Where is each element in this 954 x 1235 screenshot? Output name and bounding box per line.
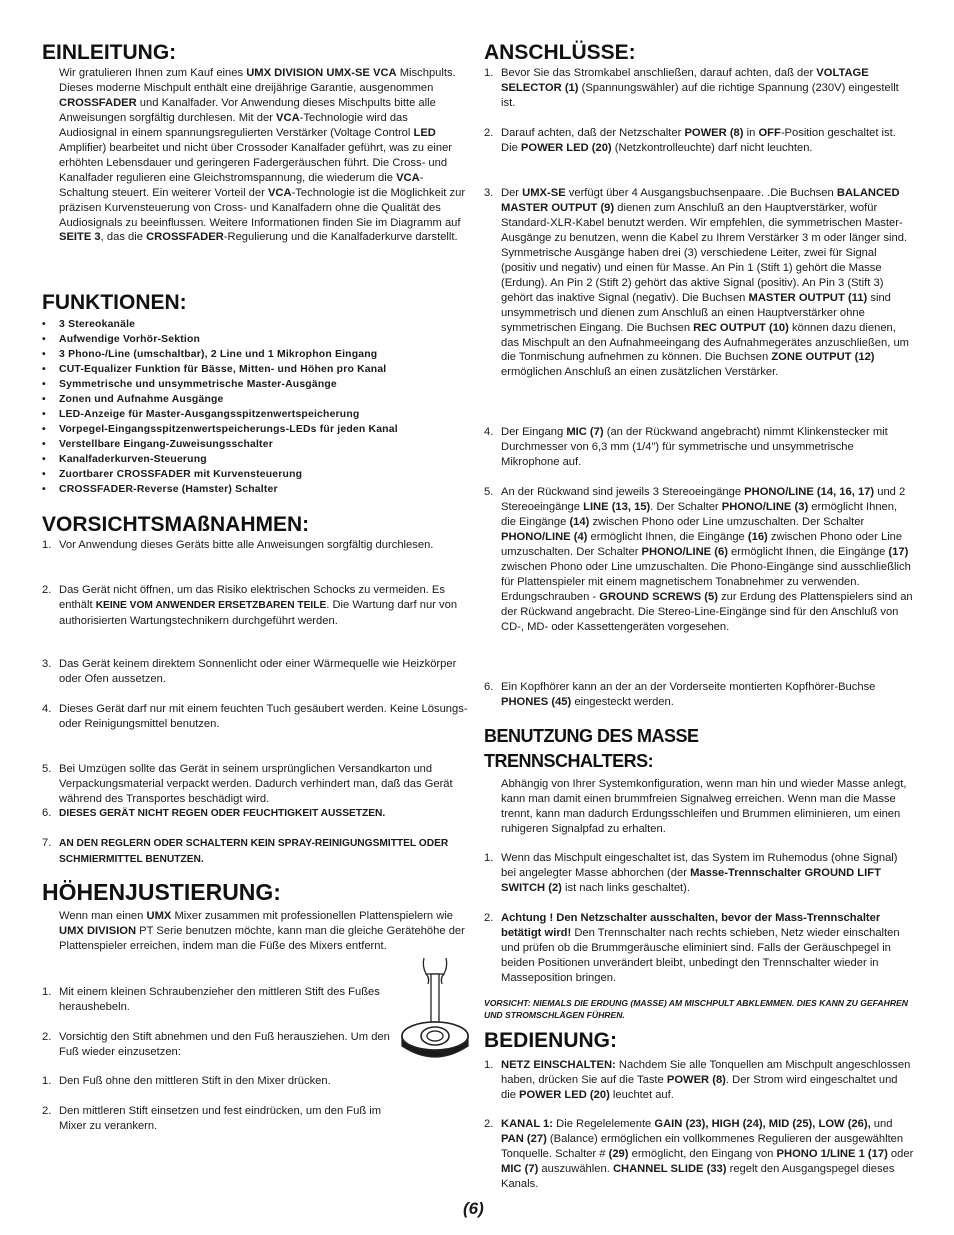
funktionen-item: • Aufwendige Vorhör-Sektion: [42, 332, 468, 347]
benutzung-item: [484, 851, 914, 896]
vorsicht-item: [42, 657, 468, 687]
anschluesse-item-text: An der Rückwand sind jeweils 3 Stereoeingänge PHONO/LINE (14, 16, 17) und 2 Stereoeingänge LINE (13, 15). Der Schalter PHONO/LINE (3) ermöglicht Ihnen, die Eingänge (14) zwischen Phono oder Line umzuschalten. Der Schalter PHONO/LINE (4) ermöglicht Ihnen, die Eingänge (16) zwischen Phono oder Line umzuschalten. Der Schalter PHONO/LINE (6) ermöglicht Ihnen, die Eingänge (17) zwischen Phono oder Line umzuschalten. Die Phono-Eingänge sind ausschließlich für Plattenspieler mit einem magnetischem Tonabnehmer zu verwenden. Erdungschrauben - GROUND SCREWS (5) zur Erdung des Plattenspielers sind an der Rückwand angebracht. Die Stereo-Line-Eingänge sind für den Anschluß von CD-, MD- oder Kassettengeräten vorgesehen.: [501, 486, 913, 633]
anschluesse-item: [484, 66, 914, 111]
funktionen-item: • Verstellbare Eingang-Zuweisungsschalter: [42, 437, 468, 452]
anschluesse-item-number: 1.: [484, 67, 494, 79]
hoehe-heading: HÖHENJUSTIERUNG:: [42, 879, 281, 905]
funktionen-item: • Zuortbarer CROSSFADER mit Kurvensteuerung: [42, 467, 468, 482]
benutzung-heading-line2: TRENNSCHALTERS:: [484, 751, 654, 771]
funktionen-item: • 3 Stereokanäle: [42, 317, 468, 332]
hoehe-item-number: 1.: [42, 986, 52, 998]
anschluesse-item-number: 3.: [484, 187, 494, 199]
vorsicht-item: [42, 806, 468, 822]
vorsicht-item: [42, 583, 468, 629]
hoehe-item: [42, 1030, 392, 1060]
bedienung-item: [484, 1117, 914, 1192]
vorsicht-item-text: Das Gerät keinem direktem Sonnenlicht oder einer Wärmequelle wie Heizkörper oder Ofen aussetzen.: [59, 658, 457, 685]
bedienung-item-text: KANAL 1: Die Regelelemente GAIN (23), HIGH (24), MID (25), LOW (26), und PAN (27) (Balance) ermöglichen ein vollkommenes Regulieren der ausgewählten Tonquelle. Schalter # (29) ermöglicht, den Eingang von PHONO 1/LINE 1 (17) oder MIC (7) auszuwählen. CHANNEL SLIDE (33) regelt den Ausgangspegel dieses Kanals.: [501, 1118, 914, 1190]
vorsicht-item: [42, 702, 468, 732]
funktionen-list: [42, 317, 468, 497]
hoehe-item: [42, 1104, 387, 1134]
funktionen-item: • Zonen und Aufnahme Ausgänge: [42, 392, 468, 407]
funktionen-item: • LED-Anzeige für Master-Ausgangsspitzenwertspeicherung: [42, 407, 468, 422]
vorsicht-item-text: DIESES GERÄT NICHT REGEN ODER FEUCHTIGKEIT AUSSETZEN.: [59, 808, 386, 819]
anschluesse-item-number: 6.: [484, 681, 494, 693]
anschluesse-item-text: Darauf achten, daß der Netzschalter POWER (8) in OFF-Position geschaltet ist. Die POWER LED (20) (Netzkontrolleuchte) darf nicht leuchten.: [501, 127, 896, 154]
bedienung-item-text: NETZ EINSCHALTEN: Nachdem Sie alle Tonquellen am Mischpult angeschlossen haben, drücken Sie auf die Taste POWER (8). Der Strom wird eingeschaltet und die POWER LED (20) leuchtet auf.: [501, 1059, 911, 1101]
benutzung-item-text: Achtung ! Den Netzschalter ausschalten, bevor der Mass-Trennschalter betätigt wird! Den Trennschalter nach rechts schieben, Netz wieder einschalten und prüfen ob die Brummgeräusche eliminiert sind. Falls der Geräuschpegel in beiden Positionen unverändert bleibt, unbedingt den Trennschalter wieder in Masseposition bringen.: [501, 912, 900, 984]
hoehe-intro: Wenn man einen UMX Mixer zusammen mit professionellen Plattenspielern wie UMX DIVISION PT Serie benutzen möchte, kann man die gleiche Gerätehöhe der Plattenspieler erreichen, indem man die Füße des Mixers entfernt.: [59, 910, 465, 952]
anschluesse-item: [484, 680, 914, 710]
anschluesse-item-number: 5.: [484, 486, 494, 498]
anschluesse-heading: ANSCHLÜSSE:: [484, 41, 636, 64]
screwdriver-foot-icon: [400, 956, 474, 1060]
benutzung-item-number: 2.: [484, 912, 494, 924]
anschluesse-item: [484, 425, 914, 470]
anschluesse-item: [484, 485, 914, 635]
vorsicht-item: [42, 762, 468, 807]
anschluesse-item-number: 2.: [484, 127, 494, 139]
vorsicht-item-text: Vor Anwendung dieses Geräts bitte alle Anweisungen sorgfältig durchlesen.: [59, 539, 434, 551]
vorsicht-item: [42, 836, 468, 868]
anschluesse-item-text: Bevor Sie das Stromkabel anschließen, darauf achten, daß der VOLTAGE SELECTOR (1) (Spannungswähler) auf die richtige Spannung (230V) eingestellt ist.: [501, 67, 899, 109]
funktionen-item: • Symmetrische und unsymmetrische Master-Ausgänge: [42, 377, 468, 392]
vorsicht-item-text: Das Gerät nicht öffnen, um das Risiko elektrischen Schocks zu vermeiden. Es enthält KEINE VOM ANWENDER ERSETZBAREN TEILE. Die Wartung darf nur von authorisierten Wartungstechnikern durchgeführt werden.: [59, 584, 458, 627]
hoehe-item-number: 2.: [42, 1031, 52, 1043]
anschluesse-item-text: Der UMX-SE verfügt über 4 Ausgangsbuchsenpaare. .Die Buchsen BALANCED MASTER OUTPUT (9) dienen zum Anschluß an den Hauptverstärker, wofür Standard-XLR-Kabel benutzt werden. Wir empfehlen, die symmetrischen Master-Ausgänge zu benutzen, wenn die Kabel zu Ihrem Verstärker 3 m oder länger sind. Symmetrische Ausgänge haben drei (3) verschiedene Leiter, zwei für Signal (positiv und negativ) und einen für Masse. An Pin 1 (Stift 1) gehört die Masse (Erdung). An Pin 2 (Stift 2) gehört das aktive Signal (positiv). An Pin 3 (Stift 3) gehört das inaktive Signal (negativ). Die Buchsen MASTER OUTPUT (11) sind unsymmetrisch und dienen zum Anschluß an einen Hauptverstärker ohne symmetrischen Eingang. Die Buchsen REC OUTPUT (10) können dazu dienen, das Mischpult an den Aufnahmeeingang des Aufnahmegerätes anzuschließen, um die Tonmischung aufnehmen zu können. Die Buchsen ZONE OUTPUT (12) ermöglichen Anschluß an einen zusätzlichen Verstärker.: [501, 187, 909, 379]
benutzung-intro: Abhängig von Ihrer Systemkonfiguration, wenn man hin und wieder Masse anlegt, kann man damit einen brummfreien Signalweg erreichen. Wenn man die Masse trennt, kann man dadurch Erdungsschleifen und Brummen eliminieren, um einen ruhigeren Signalpfad zu erhalten.: [501, 778, 907, 835]
vorsicht-item-number: 7.: [42, 837, 52, 849]
vorsicht-item-number: 2.: [42, 584, 52, 596]
hoehe-item-number: 1.: [42, 1075, 52, 1087]
funktionen-item: • 3 Phono-/Line (umschaltbar), 2 Line und 1 Mikrophon Eingang: [42, 347, 468, 362]
bedienung-item-number: 1.: [484, 1059, 494, 1071]
benutzung-item-number: 1.: [484, 852, 494, 864]
hoehe-item: [42, 1074, 392, 1089]
vorsicht-item-text: AN DEN REGLERN ODER SCHALTERN KEIN SPRAY-REINIGUNGSMITTEL ODER SCHMIERMITTEL BENUTZEN.: [59, 838, 449, 865]
funktionen-item: • Kanalfaderkurven-Steuerung: [42, 452, 468, 467]
anschluesse-item-text: Ein Kopfhörer kann an der an der Vorderseite montierten Kopfhörer-Buchse PHONES (45) eingesteckt werden.: [501, 681, 876, 708]
hoehe-item-text: Vorsichtig den Stift abnehmen und den Fuß herausziehen. Um den Fuß wieder einzusetzen:: [59, 1031, 390, 1058]
einleitung-text: Wir gratulieren Ihnen zum Kauf eines UMX DIVISION UMX-SE VCA Mischpults. Dieses moderne Mischpult enthält eine dreijährige Garantie, ausgenommen CROSSFADER und Kanalfader. Vor Anwendung dieses Mischpults bitte alle Anweisungen sorgfältig durchlesen. Mit der VCA-Technologie wird das Audiosignal in einem spannungsregulierten Verstärker (Voltage Control LED Amplifier) bearbeitet und nicht über Crossoder Kanalfader geführt, was zu einer erhöhten Lebensdauer und geringeren Fadergeräuschen führt. Die Cross- und Kanalfader regulieren eine Gleichstromspannung, die wiederum die VCA-Schaltung steuert. Ein weiterer Vorteil der VCA-Technologie ist die Möglichkeit zur präzisen Kurvensteuerung von Cross- und Kanalfadern ohne die Qualität des Audiosignals zu beeinflussen. Weitere Informationen finden Sie im Diagramm auf SEITE 3, das die CROSSFADER-Regulierung und die Kanalfaderkurve darstellt.: [59, 67, 466, 244]
bedienung-item: [484, 1058, 914, 1103]
hoehe-item-text: Mit einem kleinen Schraubenzieher den mittleren Stift des Fußes heraushebeln.: [59, 986, 380, 1013]
bedienung-item-number: 2.: [484, 1118, 494, 1130]
hoehe-item: [42, 985, 392, 1015]
vorsicht-item-number: 1.: [42, 539, 52, 551]
funktionen-heading: FUNKTIONEN:: [42, 291, 187, 314]
vorsicht-item: [42, 538, 468, 553]
vorsicht-item-number: 6.: [42, 807, 52, 819]
vorsicht-item-number: 3.: [42, 658, 52, 670]
anschluesse-item: [484, 126, 914, 156]
hoehe-item-text: Den mittleren Stift einsetzen und fest eindrücken, um den Fuß im Mixer zu verankern.: [59, 1105, 382, 1132]
funktionen-item: • CROSSFADER-Reverse (Hamster) Schalter: [42, 482, 468, 497]
vorsicht-item-number: 5.: [42, 763, 52, 775]
vorsicht-item-text: Bei Umzügen sollte das Gerät in seinem ursprünglichen Versandkarton und Verpackungsmaterial verpackt werden. Dadurch verhindert man, daß das Gerät während des Transportes beschädigt wird.: [59, 763, 453, 805]
vorsicht-item-number: 4.: [42, 703, 52, 715]
vorsicht-item-text: Dieses Gerät darf nur mit einem feuchten Tuch gesäubert werden. Keine Lösungs- oder Reinigungsmittel benutzen.: [59, 703, 468, 730]
anschluesse-item-text: Der Eingang MIC (7) (an der Rückwand angebracht) nimmt Klinkenstecker mit Durchmesser von 6,3 mm (1/4") für symmetrische und unsymmetrische Mikrophone auf.: [501, 426, 888, 468]
anschluesse-item-number: 4.: [484, 426, 494, 438]
funktionen-item: • Vorpegel-Eingangsspitzenwertspeicherungs-LEDs für jeden Kanal: [42, 422, 468, 437]
hoehe-item-number: 2.: [42, 1105, 52, 1117]
einleitung-heading: EINLEITUNG:: [42, 41, 177, 64]
benutzung-item: [484, 911, 914, 986]
hoehe-item-text: Den Fuß ohne den mittleren Stift in den Mixer drücken.: [59, 1075, 331, 1087]
anschluesse-item: [484, 186, 914, 380]
benutzung-caution: VORSICHT: NIEMALS DIE ERDUNG (MASSE) AM MISCHPULT ABKLEMMEN. DIES KANN ZU GEFAHREN UND STROMSCHLÄGEN FÜHREN.: [484, 998, 908, 1020]
bedienung-heading: BEDIENUNG:: [484, 1029, 618, 1052]
page-number: (6): [463, 1199, 484, 1218]
benutzung-heading-line1: BENUTZUNG DES MASSE: [484, 726, 699, 746]
benutzung-item-text: Wenn das Mischpult eingeschaltet ist, das System im Ruhemodus (ohne Signal) bei angelegter Masse abhorchen (der Masse-Trennschalter GROUND LIFT SWITCH (2) ist nach links geschaltet).: [501, 852, 898, 894]
funktionen-item: • CUT-Equalizer Funktion für Bässe, Mitten- und Höhen pro Kanal: [42, 362, 468, 377]
vorsicht-heading: VORSICHTSMAßNAHMEN:: [42, 513, 310, 536]
